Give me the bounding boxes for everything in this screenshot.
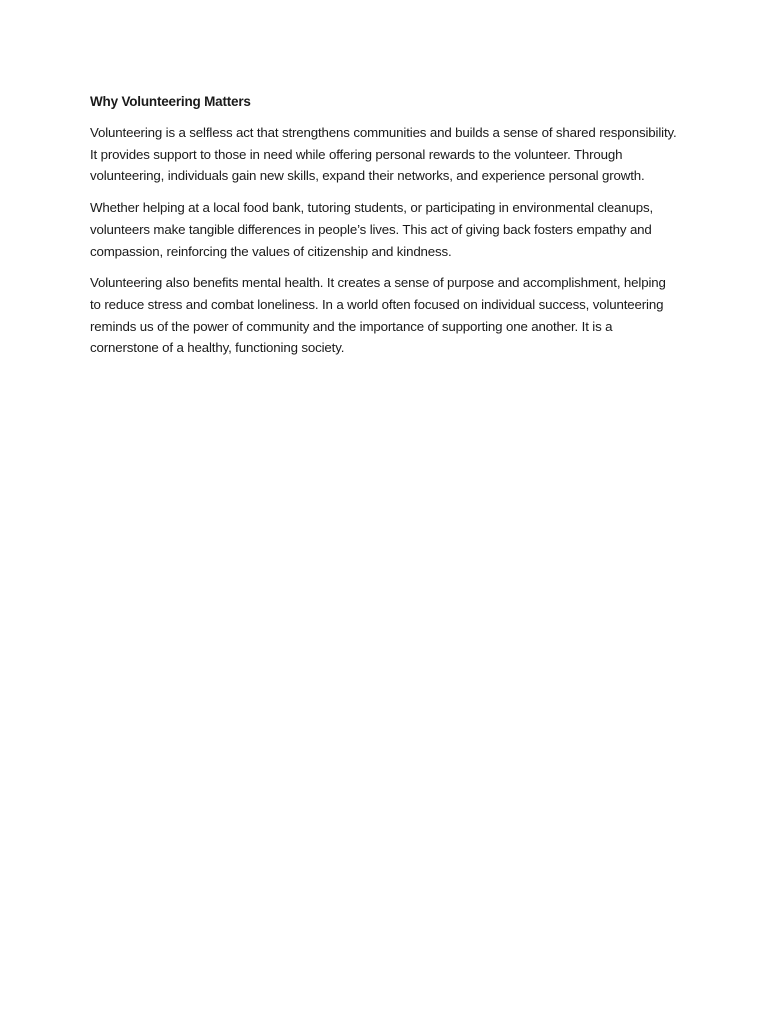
paragraph-examples: Whether helping at a local food bank, tutoring students, or participating in environmental cleanups, volunteers make tangible differences in people’s lives. This act of giving back fosters empathy and compassion, reinforcing the values of citizenship and kindness. — [90, 200, 654, 259]
paragraph-mental-health: Volunteering also benefits mental health. It creates a sense of purpose and accomplishment, helping to reduce stress and combat loneliness. In a world often focused on individual success, volunteering reminds us of the power of community and the importance of supporting one another. It is a cornerstone of a healthy, functioning society. — [90, 275, 666, 356]
document-body — [90, 92, 680, 369]
document-title: Why Volunteering Matters — [90, 94, 251, 109]
paragraph-intro: Volunteering is a selfless act that strengthens communities and builds a sense of shared responsibility. It provides support to those in need while offering personal rewards to the volunteer. Through volunteering, individuals gain new skills, expand their networks, and experience personal growth. — [90, 125, 677, 184]
